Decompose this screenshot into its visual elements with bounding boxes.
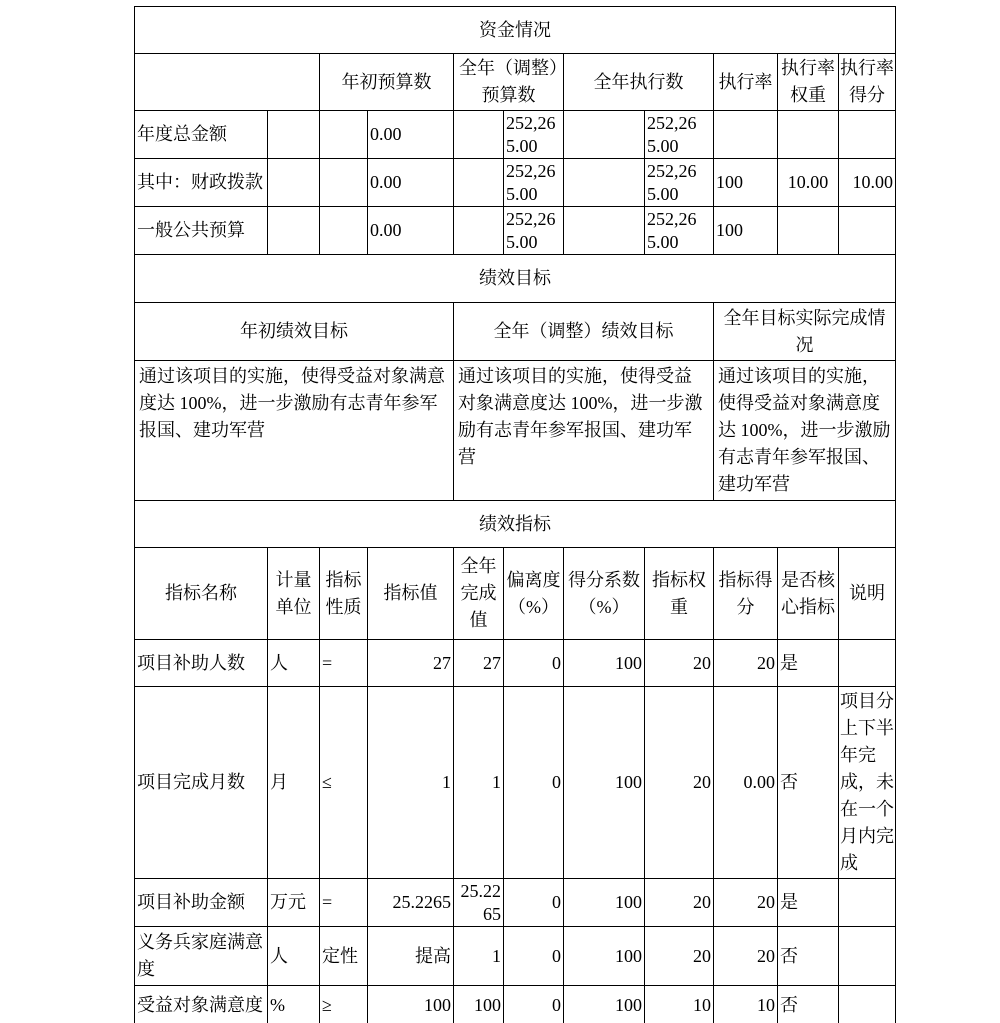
funding-row-fiscal-allocation xyxy=(135,159,896,207)
empty-cell xyxy=(564,111,645,159)
indicators-title-row xyxy=(135,501,896,548)
funding-adjusted-value: 252,265.00 xyxy=(504,159,564,207)
indicator-note xyxy=(839,640,896,687)
indicator-header-coefficient: 得分系数（%） xyxy=(564,548,645,640)
indicator-completed: 1 xyxy=(454,687,504,879)
indicator-deviation: 0 xyxy=(504,986,564,1023)
indicator-deviation: 0 xyxy=(504,640,564,687)
funding-executed-value: 252,265.00 xyxy=(645,207,714,255)
indicator-header-unit: 计量单位 xyxy=(268,548,320,640)
indicator-header-completed: 全年完成值 xyxy=(454,548,504,640)
indicator-score: 20 xyxy=(714,640,778,687)
indicator-target: 提高 xyxy=(368,927,454,986)
funding-row-label: 年度总金额 xyxy=(135,111,268,159)
indicator-coefficient: 100 xyxy=(564,927,645,986)
indicator-header-score: 指标得分 xyxy=(714,548,778,640)
indicator-row-subsidized-people xyxy=(135,640,896,687)
empty-cell xyxy=(454,111,504,159)
indicator-core-flag: 否 xyxy=(778,687,839,879)
indicator-unit: 月 xyxy=(268,687,320,879)
funding-header-adjusted-budget: 全年（调整）预算数 xyxy=(454,54,564,111)
goals-actual-text: 通过该项目的实施，使得受益对象满意度达 100%，进一步激励有志青年参军报国、建功军营 xyxy=(714,361,896,501)
empty-cell xyxy=(564,207,645,255)
indicator-target: 27 xyxy=(368,640,454,687)
goals-header-actual: 全年目标实际完成情况 xyxy=(714,303,896,361)
empty-cell xyxy=(454,159,504,207)
goals-title-row xyxy=(135,255,896,303)
indicator-note xyxy=(839,879,896,927)
indicator-name: 项目补助人数 xyxy=(135,640,268,687)
empty-cell xyxy=(320,159,368,207)
empty-cell xyxy=(320,207,368,255)
indicator-core-flag: 否 xyxy=(778,927,839,986)
indicator-core-flag: 否 xyxy=(778,986,839,1023)
indicators-header-row xyxy=(135,548,896,640)
indicator-header-note: 说明 xyxy=(839,548,896,640)
indicator-name: 义务兵家庭满意度 xyxy=(135,927,268,986)
indicator-score: 10 xyxy=(714,986,778,1023)
indicator-target: 25.2265 xyxy=(368,879,454,927)
indicator-header-weight: 指标权重 xyxy=(645,548,714,640)
goals-adjusted-text: 通过该项目的实施，使得受益对象满意度达 100%，进一步激励有志青年参军报国、建功军营 xyxy=(454,361,714,501)
indicator-header-name: 指标名称 xyxy=(135,548,268,640)
indicator-weight: 20 xyxy=(645,687,714,879)
indicator-unit: 人 xyxy=(268,927,320,986)
indicator-weight: 20 xyxy=(645,927,714,986)
funding-header-rate: 执行率 xyxy=(714,54,778,111)
funding-rate-value: 100 xyxy=(714,207,778,255)
indicators-section-title: 绩效指标 xyxy=(135,501,896,548)
funding-rate-score-value xyxy=(839,207,896,255)
indicator-target: 1 xyxy=(368,687,454,879)
funding-rate-weight-value: 10.00 xyxy=(778,159,839,207)
goals-header-adjusted: 全年（调整）绩效目标 xyxy=(454,303,714,361)
funding-executed-value: 252,265.00 xyxy=(645,111,714,159)
empty-cell xyxy=(320,111,368,159)
empty-cell xyxy=(268,111,320,159)
indicator-header-target: 指标值 xyxy=(368,548,454,640)
indicator-nature: ≥ xyxy=(320,986,368,1023)
goals-header-initial: 年初绩效目标 xyxy=(135,303,454,361)
funding-initial-value: 0.00 xyxy=(368,159,454,207)
indicator-core-flag: 是 xyxy=(778,879,839,927)
empty-cell xyxy=(268,159,320,207)
indicator-name: 受益对象满意度 xyxy=(135,986,268,1023)
funding-row-annual-total xyxy=(135,111,896,159)
funding-header-blank xyxy=(135,54,320,111)
indicator-name: 项目补助金额 xyxy=(135,879,268,927)
funding-rate-score-value xyxy=(839,111,896,159)
funding-row-label: 一般公共预算 xyxy=(135,207,268,255)
indicator-deviation: 0 xyxy=(504,687,564,879)
funding-rate-weight-value xyxy=(778,111,839,159)
indicator-score: 0.00 xyxy=(714,687,778,879)
indicator-nature: ≤ xyxy=(320,687,368,879)
indicator-core-flag: 是 xyxy=(778,640,839,687)
goals-section-title: 绩效目标 xyxy=(135,255,896,303)
indicator-completed: 25.2265 xyxy=(454,879,504,927)
funding-row-public-budget xyxy=(135,207,896,255)
empty-cell xyxy=(454,207,504,255)
funding-rate-weight-value xyxy=(778,207,839,255)
empty-cell xyxy=(268,207,320,255)
indicator-completed: 27 xyxy=(454,640,504,687)
indicator-row-family-satisfaction xyxy=(135,927,896,986)
funding-header-row xyxy=(135,54,896,111)
funding-adjusted-value: 252,265.00 xyxy=(504,207,564,255)
indicator-coefficient: 100 xyxy=(564,879,645,927)
indicator-score: 20 xyxy=(714,879,778,927)
indicator-header-core: 是否核心指标 xyxy=(778,548,839,640)
indicator-coefficient: 100 xyxy=(564,986,645,1023)
indicator-weight: 10 xyxy=(645,986,714,1023)
funding-header-initial-budget: 年初预算数 xyxy=(320,54,454,111)
funding-rate-value: 100 xyxy=(714,159,778,207)
indicator-row-beneficiary-satisfaction xyxy=(135,986,896,1023)
indicator-score: 20 xyxy=(714,927,778,986)
indicator-nature: 定性 xyxy=(320,927,368,986)
indicator-name: 项目完成月数 xyxy=(135,687,268,879)
funding-initial-value: 0.00 xyxy=(368,111,454,159)
funding-rate-value xyxy=(714,111,778,159)
goals-text-row xyxy=(135,361,896,501)
indicator-note xyxy=(839,927,896,986)
funding-title-row xyxy=(135,7,896,54)
funding-executed-value: 252,265.00 xyxy=(645,159,714,207)
indicator-coefficient: 100 xyxy=(564,640,645,687)
funding-row-label: 其中：财政拨款 xyxy=(135,159,268,207)
funding-section-title: 资金情况 xyxy=(135,7,896,54)
indicator-unit: % xyxy=(268,986,320,1023)
indicator-weight: 20 xyxy=(645,879,714,927)
funding-header-rate-weight: 执行率权重 xyxy=(778,54,839,111)
indicator-completed: 100 xyxy=(454,986,504,1023)
indicator-completed: 1 xyxy=(454,927,504,986)
funding-header-executed: 全年执行数 xyxy=(564,54,714,111)
indicator-nature: = xyxy=(320,640,368,687)
indicator-unit: 万元 xyxy=(268,879,320,927)
indicator-target: 100 xyxy=(368,986,454,1023)
performance-report-table xyxy=(134,6,896,1023)
goals-header-row xyxy=(135,303,896,361)
indicator-weight: 20 xyxy=(645,640,714,687)
empty-cell xyxy=(564,159,645,207)
indicator-unit: 人 xyxy=(268,640,320,687)
indicator-note xyxy=(839,986,896,1023)
funding-rate-score-value: 10.00 xyxy=(839,159,896,207)
indicator-header-nature: 指标性质 xyxy=(320,548,368,640)
indicator-deviation: 0 xyxy=(504,879,564,927)
indicator-header-deviation: 偏离度（%） xyxy=(504,548,564,640)
funding-header-rate-score: 执行率得分 xyxy=(839,54,896,111)
indicator-note: 项目分上下半年完成，未在一个月内完成 xyxy=(839,687,896,879)
indicator-deviation: 0 xyxy=(504,927,564,986)
funding-adjusted-value: 252,265.00 xyxy=(504,111,564,159)
indicator-row-subsidy-amount xyxy=(135,879,896,927)
indicator-coefficient: 100 xyxy=(564,687,645,879)
indicator-nature: = xyxy=(320,879,368,927)
funding-initial-value: 0.00 xyxy=(368,207,454,255)
goals-initial-text: 通过该项目的实施，使得受益对象满意度达 100%，进一步激励有志青年参军报国、建功军营 xyxy=(135,361,454,501)
indicator-row-completion-months xyxy=(135,687,896,879)
